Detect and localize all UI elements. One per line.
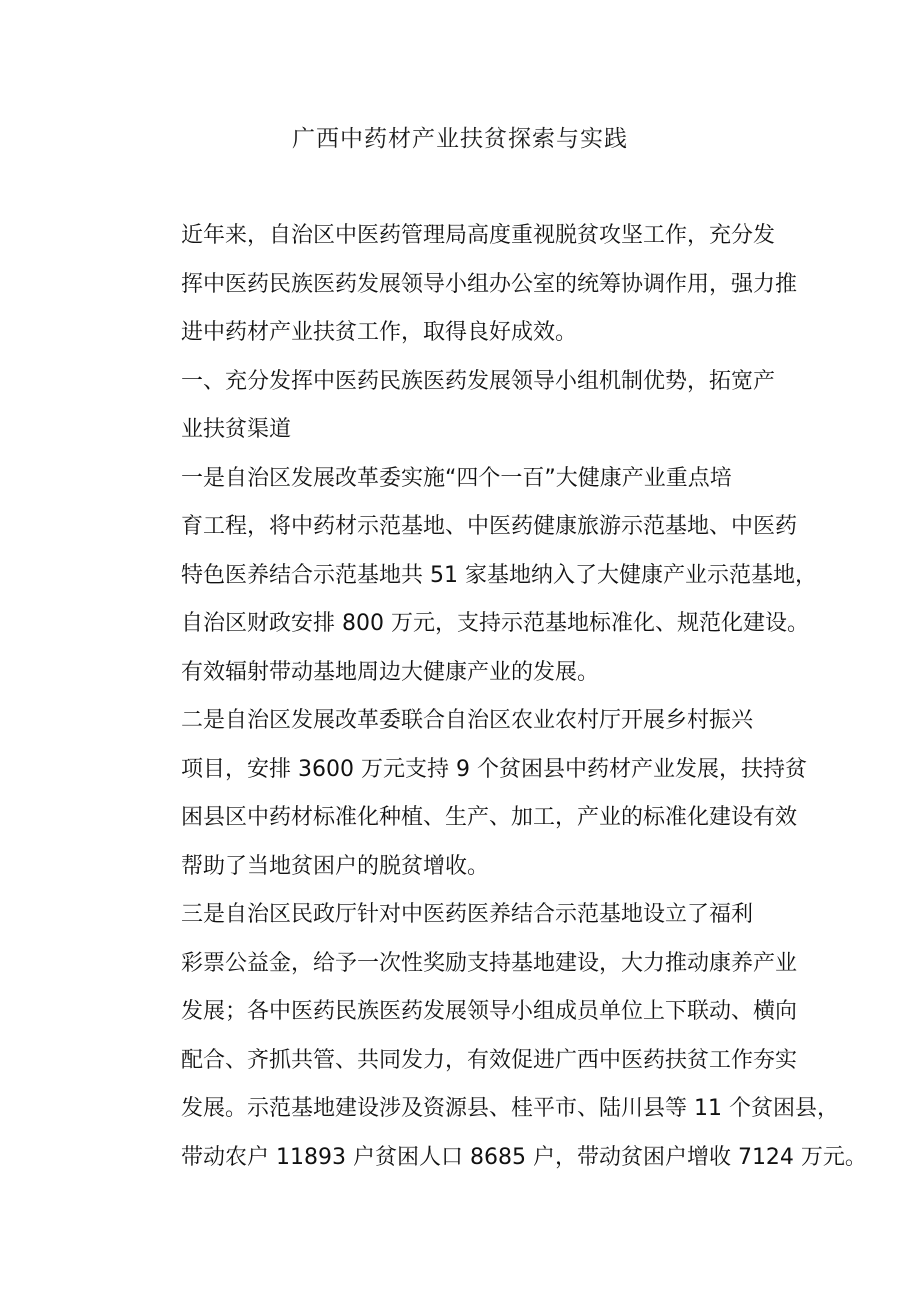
document-title: 广西中药材产业扶贫探索与实践 [292,126,628,152]
text-line: 挥中医药民族医药发展领导小组办公室的统筹协调作用，强力推 [181,271,798,297]
text-line: 困县区中药材标准化种植、生产、加工，产业的标准化建设有效 [181,805,798,830]
text-line: 彩票公益金，给予一次性奖励支持基地建设，大力推动康养产业 [181,950,798,976]
text-line: 业扶贫渠道 [181,417,292,442]
text-line: 特色医养结合示范基地共 51 家基地纳入了大健康产业示范基地， [181,562,817,588]
text-line: 近年来，自治区中医药管理局高度重视脱贫攻坚工作，充分发 [181,223,776,248]
text-line: 自治区财政安排 800 万元，支持示范基地标准化、规范化建设。 [181,611,809,636]
section-heading-1 [137,358,802,455]
text-line: 帮助了当地贫困户的脱贫增收。 [181,853,490,879]
text-line: 三是自治区民政厅针对中医药医养结合示范基地设立了福利 [181,902,754,927]
document-body [137,212,867,1182]
text-line: 发展；各中医药民族医药发展领导小组成员单位上下联动、横向 [181,999,798,1024]
text-line: 二是自治区发展改革委联合自治区农业农村厅开展乡村振兴 [181,708,754,733]
text-line: 配合、齐抓共管、共同发力，有效促进广西中医药扶贫工作夯实 [181,1047,798,1073]
text-line: 一、充分发挥中医药民族医药发展领导小组机制优势，拓宽产 [181,368,776,394]
text-line: 发展。示范基地建设涉及资源县、桂平市、陆川县等 11 个贫困县， [181,1096,839,1121]
paragraph-intro [137,212,802,358]
text-line: 进中药材产业扶贫工作，取得良好成效。 [181,320,578,345]
text-line: 带动农户 11893 户贫困人口 8685 户，带动贫困户增收 7124 万元。 [181,1144,867,1170]
paragraph-point-2 [137,697,807,891]
text-line: 项目，安排 3600 万元支持 9 个贫困县中药材产业发展，扶持贫 [181,756,807,782]
paragraph-point-1 [137,455,817,698]
text-line: 育工程，将中药材示范基地、中医药健康旅游示范基地、中医药 [181,514,798,539]
text-line: 一是自治区发展改革委实施“四个一百”大健康产业重点培 [181,465,732,491]
text-line: 有效辐射带动基地周边大健康产业的发展。 [181,659,600,685]
paragraph-point-3 [137,891,867,1182]
